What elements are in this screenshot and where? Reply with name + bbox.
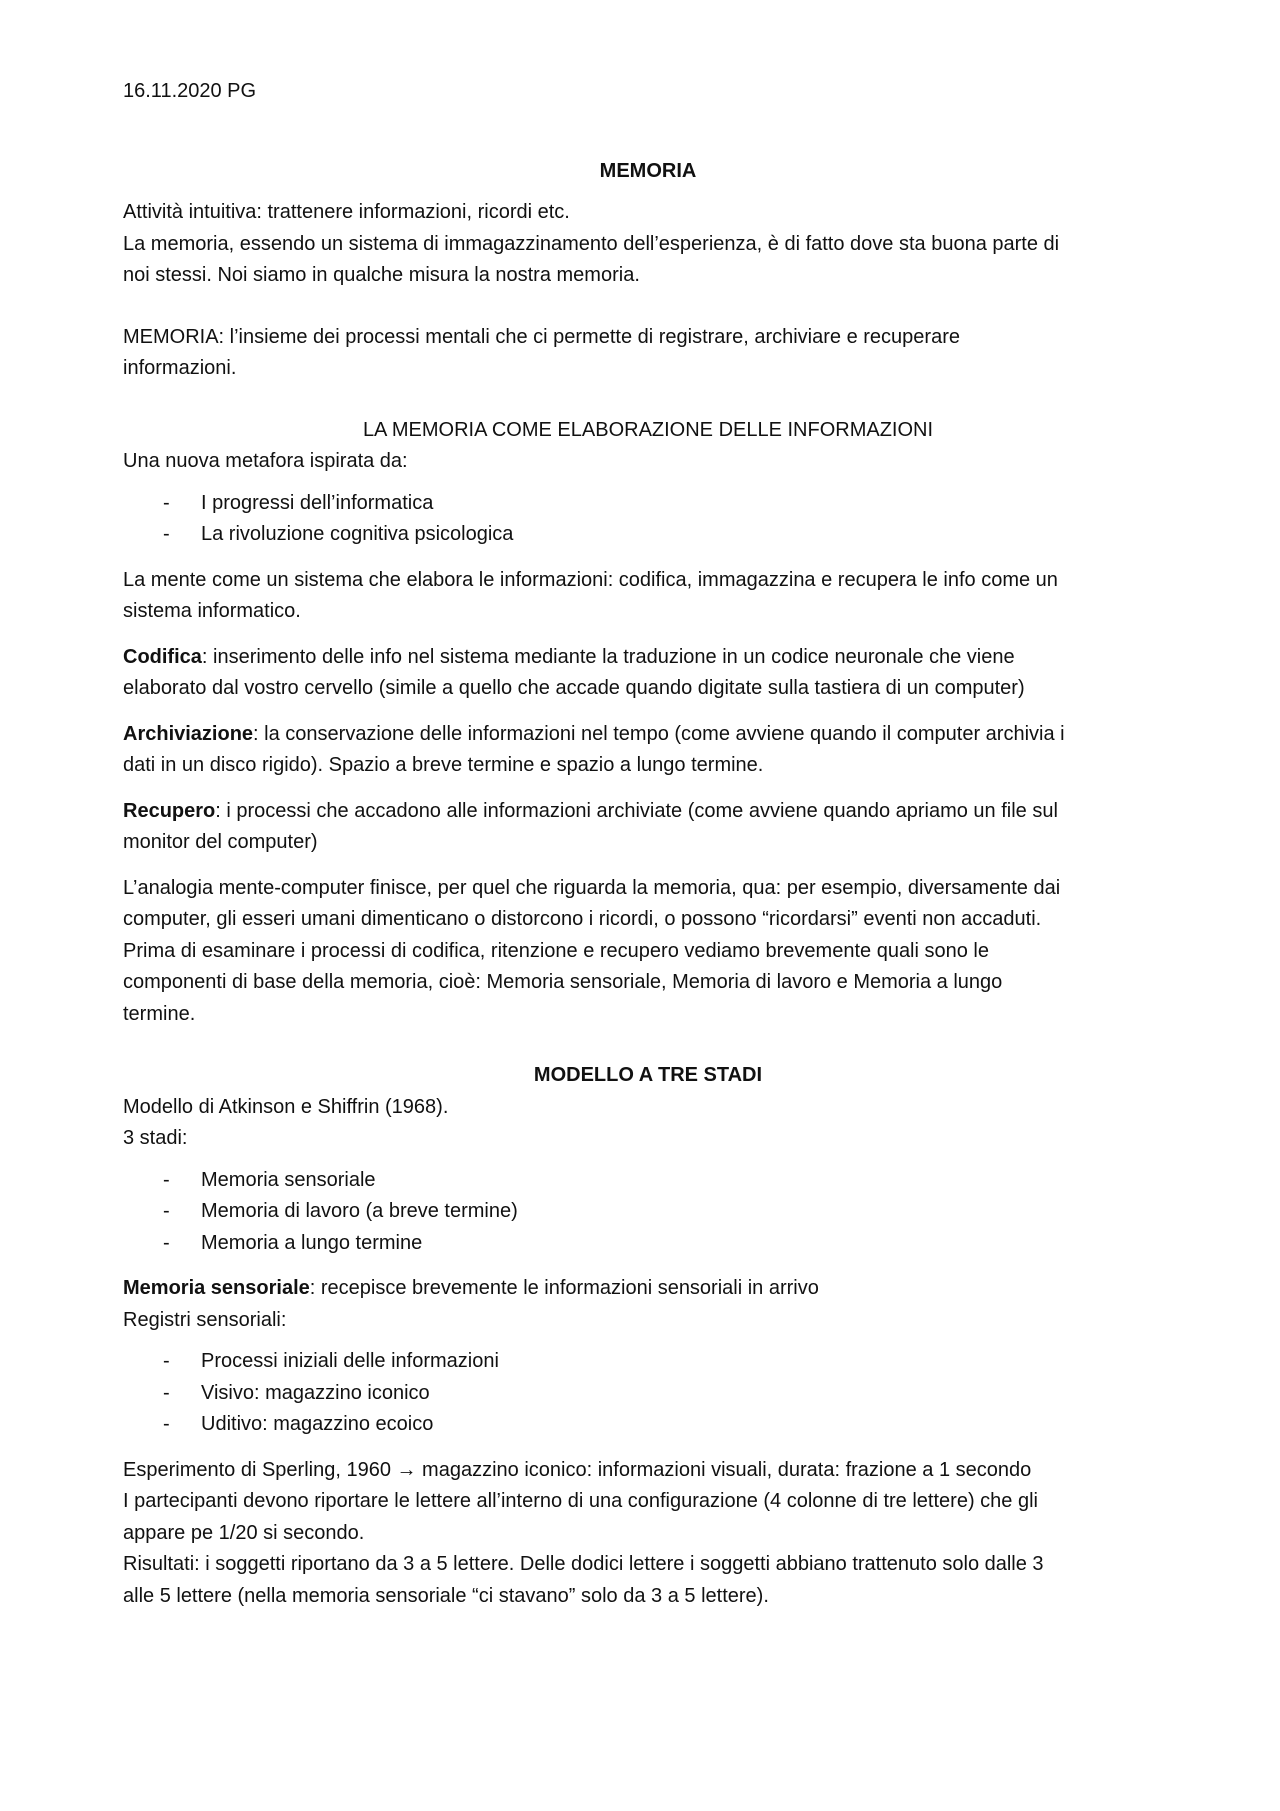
definition-line: informazioni. xyxy=(123,357,237,379)
intro-line: Attività intuitiva: trattenere informazioni, ricordi etc. xyxy=(123,201,570,223)
sperling-line: alle 5 lettere (nella memoria sensoriale “ci stavano” solo da 3 a 5 lettere). xyxy=(123,1584,769,1607)
list-item: - Memoria a lungo termine xyxy=(123,1228,1173,1260)
codifica-paragraph: Codifica: inserimento delle info nel sistema mediante la traduzione in un codice neuronale che viene xyxy=(123,645,1015,668)
page-title: MEMORIA xyxy=(599,159,697,182)
stages-list xyxy=(123,1165,1173,1260)
paragraph-line: monitor del computer) xyxy=(123,831,318,853)
list-item: - Processi iniziali delle informazioni xyxy=(123,1346,1173,1378)
list-dash: - xyxy=(163,1231,170,1254)
section-lead: Registri sensoriali: xyxy=(123,1308,287,1331)
section-lead: Una nuova metafora ispirata da: xyxy=(123,450,408,472)
sensoriale-paragraph: Memoria sensoriale: recepisce brevemente le informazioni sensoriali in arrivo xyxy=(123,1277,819,1299)
section-heading: LA MEMORIA COME ELABORAZIONE DELLE INFORMAZIONI xyxy=(362,418,934,441)
analogy-line: Prima di esaminare i processi di codifica, ritenzione e recupero vediamo brevemente quali sono le xyxy=(123,939,989,962)
sperling-line: Risultati: i soggetti riportano da 3 a 5 lettere. Delle dodici lettere i soggetti abbiano trattenuto solo dalle 3 xyxy=(123,1553,1044,1575)
list-item: - La rivoluzione cognitiva psicologica xyxy=(123,519,1173,551)
analogy-line: termine. xyxy=(123,1002,196,1025)
archiviazione-paragraph: Archiviazione: la conservazione delle informazioni nel tempo (come avviene quando il computer archivia i xyxy=(123,722,1065,745)
paragraph-line: La mente come un sistema che elabora le informazioni: codifica, immagazzina e recupera le info come un xyxy=(123,568,1058,591)
intro-line: La memoria, essendo un sistema di immagazzinamento dell’esperienza, è di fatto dove sta buona parte di xyxy=(123,232,1060,255)
analogy-line: L’analogia mente-computer finisce, per quel che riguarda la memoria, qua: per esempio, diversamente dai xyxy=(123,876,1061,899)
registri-list xyxy=(123,1346,1173,1441)
section-lead: 3 stadi: xyxy=(123,1127,188,1149)
list-dash: - xyxy=(163,1413,170,1435)
definition-line: MEMORIA: l’insieme dei processi mentali che ci permette di registrare, archiviare e recuperare xyxy=(123,325,960,348)
list-dash: - xyxy=(163,1200,170,1222)
section-lead: Modello di Atkinson e Shiffrin (1968). xyxy=(123,1095,449,1118)
document-page xyxy=(123,76,1173,1612)
sperling-line: Esperimento di Sperling, 1960 → magazzino iconico: informazioni visuali, durata: frazione a 1 secondo xyxy=(123,1458,1032,1481)
document-date: 16.11.2020 PG xyxy=(123,80,257,102)
analogy-line: componenti di base della memoria, cioè: Memoria sensoriale, Memoria di lavoro e Memoria a lungo xyxy=(123,971,1003,993)
list-item: - I progressi dell’informatica xyxy=(123,488,1173,520)
list-dash: - xyxy=(163,1381,170,1404)
analogy-line: computer, gli esseri umani dimenticano o distorcono i ricordi, o possono “ricordarsi” eventi non accaduti. xyxy=(123,908,1042,930)
term-codifica: Codifica xyxy=(123,645,202,668)
list-dash: - xyxy=(163,1168,170,1191)
list-dash: - xyxy=(163,523,170,545)
list-dash: - xyxy=(163,491,170,514)
term-memoria-sensoriale: Memoria sensoriale xyxy=(123,1277,310,1299)
paragraph-line: dati in un disco rigido). Spazio a breve termine e spazio a lungo termine. xyxy=(123,754,764,776)
list-item: - Memoria sensoriale xyxy=(123,1165,1173,1197)
list-item: - Visivo: magazzino iconico xyxy=(123,1378,1173,1410)
list-item: - Uditivo: magazzino ecoico xyxy=(123,1409,1173,1441)
sperling-line: appare pe 1/20 si secondo. xyxy=(123,1521,365,1544)
intro-line: noi stessi. Noi siamo in qualche misura la nostra memoria. xyxy=(123,264,640,286)
bullet-list xyxy=(123,488,1173,551)
list-item: - Memoria di lavoro (a breve termine) xyxy=(123,1196,1173,1228)
section-heading: MODELLO A TRE STADI xyxy=(533,1064,763,1086)
term-recupero: Recupero xyxy=(123,799,216,822)
list-dash: - xyxy=(163,1350,170,1372)
recupero-paragraph: Recupero: i processi che accadono alle informazioni archiviate (come avviene quando apriamo un file sul xyxy=(123,799,1058,822)
paragraph-line: sistema informatico. xyxy=(123,600,301,622)
sperling-line: I partecipanti devono riportare le lettere all’interno di una configurazione (4 colonne di tre lettere) che gli xyxy=(123,1490,1038,1512)
paragraph-line: elaborato dal vostro cervello (simile a quello che accade quando digitate sulla tastiera di un computer) xyxy=(123,677,1025,699)
term-archiviazione: Archiviazione xyxy=(123,722,254,745)
